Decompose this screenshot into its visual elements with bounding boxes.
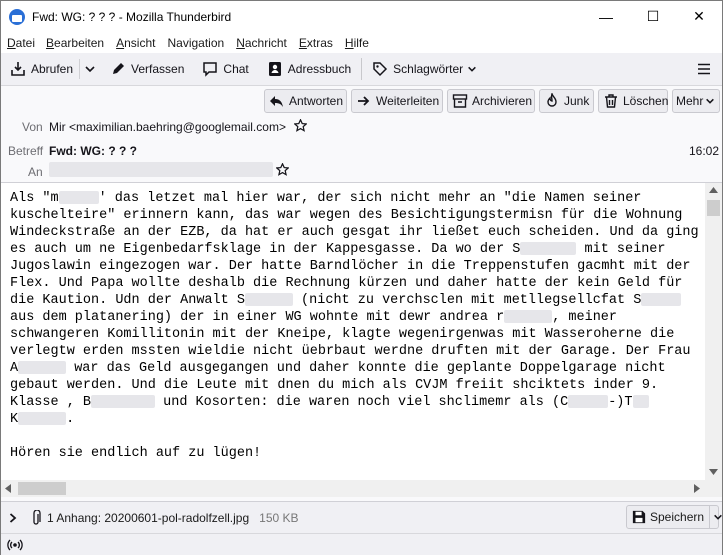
from-value[interactable]: Mir <maximilian.baehring@googlemail.com> — [49, 120, 286, 134]
save-icon — [632, 510, 646, 524]
subject-label: Betreff — [8, 144, 44, 158]
chat-icon — [202, 61, 218, 77]
junk-label: Junk — [564, 94, 590, 108]
menu-navigation[interactable]: Navigation — [167, 35, 225, 50]
archive-label: Archivieren — [472, 94, 533, 108]
chevron-down-icon — [467, 64, 477, 74]
scroll-right-arrow-icon[interactable] — [694, 484, 700, 493]
get-mail-label: Abrufen — [31, 62, 74, 76]
horizontal-scroll-thumb[interactable] — [18, 482, 66, 495]
attachment-bar — [1, 501, 722, 533]
flame-icon — [544, 93, 560, 109]
forward-button[interactable] — [351, 89, 443, 113]
window-title: Fwd: WG: ? ? ? - Mozilla Thunderbird — [32, 9, 232, 24]
app-menu-button[interactable] — [691, 56, 717, 82]
thunderbird-logo-icon — [9, 9, 25, 25]
redacted-recipient — [49, 162, 273, 177]
star-icon[interactable] — [294, 119, 307, 132]
chat-button[interactable] — [196, 56, 254, 82]
scroll-down-arrow-icon[interactable] — [709, 469, 718, 475]
reply-label: Antworten — [289, 94, 344, 108]
hamburger-icon — [697, 63, 711, 75]
tag-icon — [372, 61, 388, 77]
chat-label: Chat — [223, 62, 249, 76]
tags-label: Schlagwörter — [393, 62, 464, 76]
chevron-down-icon — [84, 63, 96, 75]
write-label: Verfassen — [131, 62, 185, 76]
delete-button[interactable] — [598, 89, 668, 113]
message-text: Als "m ' das letzet mal hier war, der sich nicht mehr an "die Namen seiner kuschelteire" erinnern kann, das war wegen des Besichtigungstermisn für die Wohnung Windeckstraße an der EZB, da hat er auch gesgat ihr ließet euch scheiden. Und da ging es auch um ne Eigenbedarfsklage in der Kappesgasse. Da wo der S mit seiner Jugoslawin eingezogen war. Der hatte Barndlöcher in die Treppenstufen gacmht mit der Flex. Und Papa wollte deshalb die Rechnung kürzen und daher hatte der kein Geld für die Kaution. Udn der Anwalt S (nicht zu verchsclen mit metllegsellcfat S aus dem platanering) der in einer WG wohnte mit dewr andrea r , meiner schwangeren Komillitonin mit der Kneipe, klagte wegenirgenwas mit Wasseroherne die verlegtw erden mssten wieldie nicht üebrbaut werdne druften mit der Garage. Der Frau A war das Geld ausgegangen und daher konnte die geplante Doppelgarage nicht gebaut werden. Und die Leute mit dnen du mich als CVJM freiit shciktets inder 9. Klasse , B und Kosorten: die waren noch viel shclimemr als (C -)T K . Hören sie endlich auf zu lügen! — [10, 191, 699, 461]
save-label: Speichern — [650, 510, 705, 524]
trash-icon — [603, 93, 619, 109]
attachment-size: 150 KB — [259, 510, 299, 525]
message-body — [1, 183, 705, 480]
forward-label: Weiterleiten — [376, 94, 440, 108]
scroll-up-arrow-icon[interactable] — [709, 187, 718, 193]
menu-datei[interactable]: Datei — [7, 35, 36, 50]
chevron-down-icon[interactable] — [709, 506, 723, 528]
address-book-icon — [267, 61, 283, 77]
close-button[interactable]: ✕ — [693, 8, 705, 24]
scroll-left-arrow-icon[interactable] — [5, 484, 11, 493]
chevron-down-icon — [705, 96, 715, 106]
menu-bearbeiten[interactable]: Bearbeiten — [46, 35, 105, 50]
tags-button[interactable] — [366, 56, 483, 82]
star-icon[interactable] — [276, 163, 289, 176]
main-toolbar — [1, 53, 722, 86]
connection-status-icon[interactable] — [7, 538, 23, 552]
write-button[interactable] — [104, 56, 190, 82]
horizontal-scrollbar[interactable] — [1, 480, 722, 497]
menu-ansicht[interactable]: Ansicht — [116, 35, 156, 50]
pencil-icon — [110, 61, 126, 77]
reply-button[interactable] — [264, 89, 347, 113]
delete-label: Löschen — [623, 94, 669, 108]
to-label: An — [28, 165, 43, 179]
download-icon — [10, 61, 26, 77]
more-button[interactable] — [672, 89, 720, 113]
forward-arrow-icon — [356, 93, 372, 109]
subject-value: Fwd: WG: ? ? ? — [49, 144, 137, 158]
archive-icon — [452, 93, 468, 109]
address-book-label: Adressbuch — [287, 62, 352, 76]
message-header — [1, 86, 722, 183]
status-bar — [1, 533, 722, 555]
get-mail-button[interactable] — [1, 56, 79, 82]
address-book-button[interactable] — [261, 56, 357, 82]
archive-button[interactable] — [447, 89, 535, 113]
vertical-scrollbar[interactable] — [705, 183, 722, 480]
get-mail-dropdown[interactable] — [79, 59, 100, 79]
vertical-scroll-thumb[interactable] — [707, 200, 720, 216]
minimize-button[interactable]: — — [599, 8, 613, 25]
junk-button[interactable] — [539, 89, 594, 113]
menu-nachricht[interactable]: Nachricht — [236, 35, 287, 50]
message-time: 16:02 — [689, 144, 720, 158]
reply-icon — [269, 93, 285, 109]
more-label: Mehr — [676, 94, 704, 108]
paperclip-icon — [31, 510, 41, 526]
attachment-label[interactable]: 1 Anhang: 20200601-pol-radolfzell.jpg — [47, 510, 250, 525]
maximize-button[interactable]: ☐ — [646, 8, 660, 24]
menu-hilfe[interactable]: Hilfe — [344, 35, 369, 50]
chevron-right-icon[interactable] — [9, 513, 17, 523]
menu-bar — [1, 32, 722, 53]
toolbar-separator — [361, 58, 362, 80]
from-label: Von — [22, 120, 43, 134]
menu-extras[interactable]: Extras — [298, 35, 333, 50]
save-button[interactable] — [626, 505, 719, 529]
title-bar — [1, 1, 722, 32]
